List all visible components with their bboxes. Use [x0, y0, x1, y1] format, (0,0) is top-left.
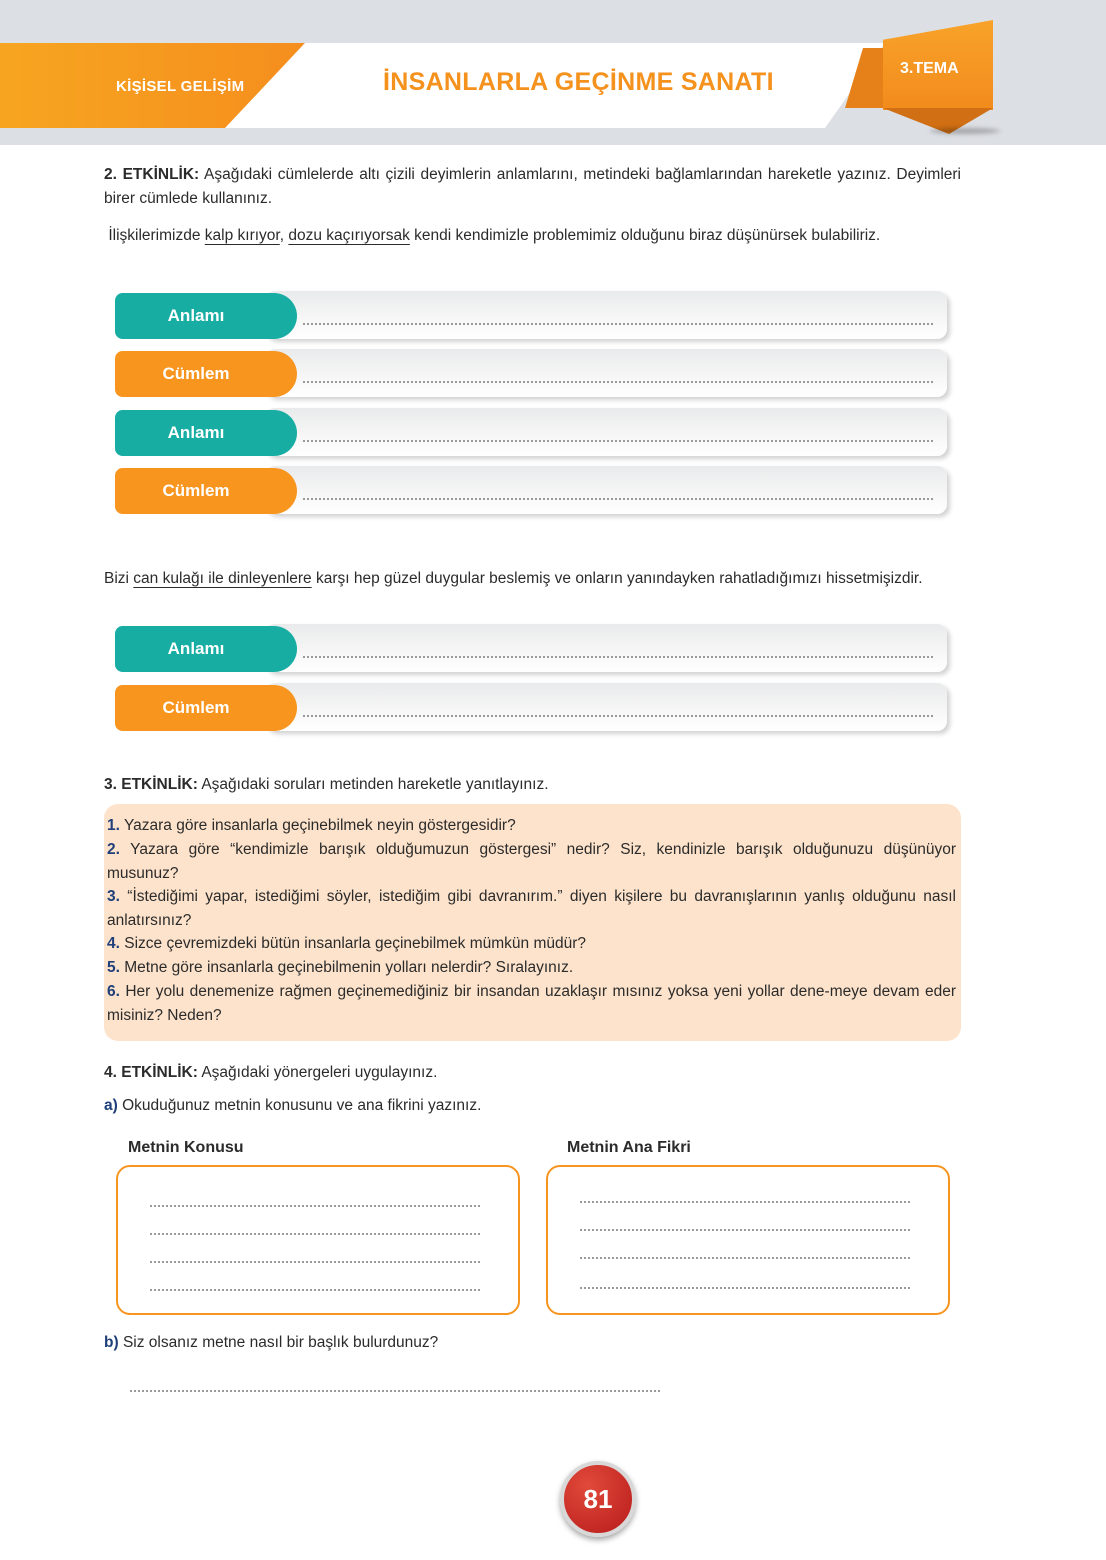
- write-line[interactable]: [580, 1201, 910, 1203]
- question-text: Her yolu denemenize rağmen geçinemediğiniz bir insandan uzaklaşır mısınız yoksa yeni yollar dene-meye devam eder misiniz? Neden?: [107, 983, 956, 1024]
- title-answer-line[interactable]: [130, 1390, 660, 1392]
- answer-card: [265, 683, 947, 731]
- answer-card: [265, 624, 947, 672]
- sentence-label: Cümlem: [115, 685, 297, 731]
- activity3-instruction: [104, 773, 961, 797]
- answer-row-meaning-2: [115, 408, 955, 460]
- sentence-label: Cümlem: [115, 351, 297, 397]
- activity3-instruction-text: Aşağıdaki soruları metinden hareketle yanıtlayınız.: [201, 776, 549, 793]
- question-1: [107, 814, 956, 838]
- sentence1-pre: İlişkilerimizde: [108, 227, 201, 244]
- answer-row-meaning-3: [115, 624, 955, 676]
- write-line[interactable]: [150, 1233, 480, 1235]
- idiom-kalp-kiriyor: kalp kırıyor: [204, 227, 280, 244]
- answer-row-sentence-2: [115, 466, 955, 518]
- sentence-label: Cümlem: [115, 468, 297, 514]
- idiom-can-kulagi: can kulağı ile dinleyenlere: [133, 570, 312, 587]
- question-text: Yazara göre insanlarla geçinebilmek neyin göstergesidir?: [123, 817, 516, 834]
- question-number: 3.: [107, 888, 120, 905]
- question-number: 1.: [107, 817, 120, 834]
- write-line[interactable]: [580, 1257, 910, 1259]
- section-label: KİŞİSEL GELİŞİM: [116, 78, 245, 95]
- answer-line[interactable]: [303, 715, 933, 717]
- answer-card: [265, 349, 947, 397]
- answer-card: [265, 466, 947, 514]
- theme-badge: 3.TEMA: [900, 60, 959, 77]
- question-text: Sizce çevremizdeki bütün insanlarla geçinebilmek mümkün müdür?: [124, 935, 587, 952]
- activity3-label: 3. ETKİNLİK:: [104, 776, 198, 793]
- activity4-part-a: [104, 1094, 961, 1118]
- meaning-label: Anlamı: [115, 626, 297, 672]
- activity2-instruction-text: Aşağıdaki cümlelerde altı çizili deyimlerin anlamlarını, metindeki bağlamlarından hareketle yazınız. Deyimleri birer cümlede kullanınız.: [104, 166, 961, 207]
- activity4-label: 4. ETKİNLİK:: [104, 1064, 198, 1081]
- sentence1-post: kendi kendimizle problemimiz olduğunu biraz düşünürsek bulabiliriz.: [414, 227, 881, 244]
- meaning-label: Anlamı: [115, 410, 297, 456]
- question-text: Metne göre insanlarla geçinebilmenin yolları nelerdir? Sıralayınız.: [124, 959, 574, 976]
- topic-box-title: Metnin Konusu: [128, 1139, 244, 1156]
- part-b-text: Siz olsanız metne nasıl bir başlık bulurdunuz?: [122, 1334, 439, 1351]
- question-6: [107, 980, 956, 1027]
- activity4-part-b: [104, 1331, 961, 1355]
- answer-row-meaning-1: [115, 291, 955, 343]
- main-idea-box-title: Metnin Ana Fikri: [567, 1139, 691, 1156]
- activity2-sentence1: [104, 224, 961, 248]
- activity4-instruction-text: Aşağıdaki yönergeleri uygulayınız.: [201, 1064, 438, 1081]
- activity2-sentence2: [104, 567, 961, 591]
- write-line[interactable]: [580, 1229, 910, 1231]
- write-line[interactable]: [150, 1289, 480, 1291]
- activity2-label: 2. ETKİNLİK:: [104, 166, 200, 183]
- answer-card: [265, 291, 947, 339]
- sentence1-comma: ,: [279, 227, 285, 244]
- answer-row-sentence-1: [115, 349, 955, 401]
- question-number: 5.: [107, 959, 120, 976]
- answer-line[interactable]: [303, 498, 933, 500]
- page-number: 81: [560, 1461, 636, 1537]
- part-a-text: Okuduğunuz metnin konusunu ve ana fikrini yazınız.: [122, 1097, 482, 1114]
- page-title: İNSANLARLA GEÇİNME SANATI: [383, 68, 774, 96]
- answer-row-sentence-3: [115, 683, 955, 735]
- sentence2-post: karşı hep güzel duygular beslemiş ve onların yanındayken rahatladığımızı hissetmişizdir.: [315, 570, 923, 587]
- topic-write-box[interactable]: [116, 1165, 520, 1315]
- answer-line[interactable]: [303, 656, 933, 658]
- activity2-instruction: [104, 163, 961, 211]
- question-number: 2.: [107, 841, 120, 858]
- question-number: 6.: [107, 983, 120, 1000]
- activity4-instruction: [104, 1061, 961, 1085]
- question-2: [107, 838, 956, 885]
- part-a-label: a): [104, 1097, 118, 1114]
- sentence2-pre: Bizi: [104, 570, 129, 587]
- question-text: “İstediğimi yapar, istediğimi söyler, istediğim gibi davranırım.” diyen kişilere bu davranışlarının yanlış olduğunu nasıl anlatırsınız?: [107, 888, 956, 929]
- idiom-dozu-kaciriyorsak: dozu kaçırıyorsak: [288, 227, 410, 244]
- question-3: [107, 885, 956, 932]
- main-idea-write-box[interactable]: [546, 1165, 950, 1315]
- question-text: Yazara göre “kendimizle barışık olduğumuzun göstergesi” nedir? Siz, kendinizle barışık olduğunuzu düşünüyor musunuz?: [107, 841, 956, 882]
- answer-card: [265, 408, 947, 456]
- meaning-label: Anlamı: [115, 293, 297, 339]
- write-line[interactable]: [150, 1261, 480, 1263]
- question-5: [107, 956, 956, 980]
- write-line[interactable]: [150, 1205, 480, 1207]
- ribbon-shadow: [930, 128, 1000, 134]
- answer-line[interactable]: [303, 440, 933, 442]
- answer-line[interactable]: [303, 381, 933, 383]
- answer-line[interactable]: [303, 323, 933, 325]
- question-4: [107, 932, 956, 956]
- write-line[interactable]: [580, 1287, 910, 1289]
- part-b-label: b): [104, 1334, 119, 1351]
- question-number: 4.: [107, 935, 120, 952]
